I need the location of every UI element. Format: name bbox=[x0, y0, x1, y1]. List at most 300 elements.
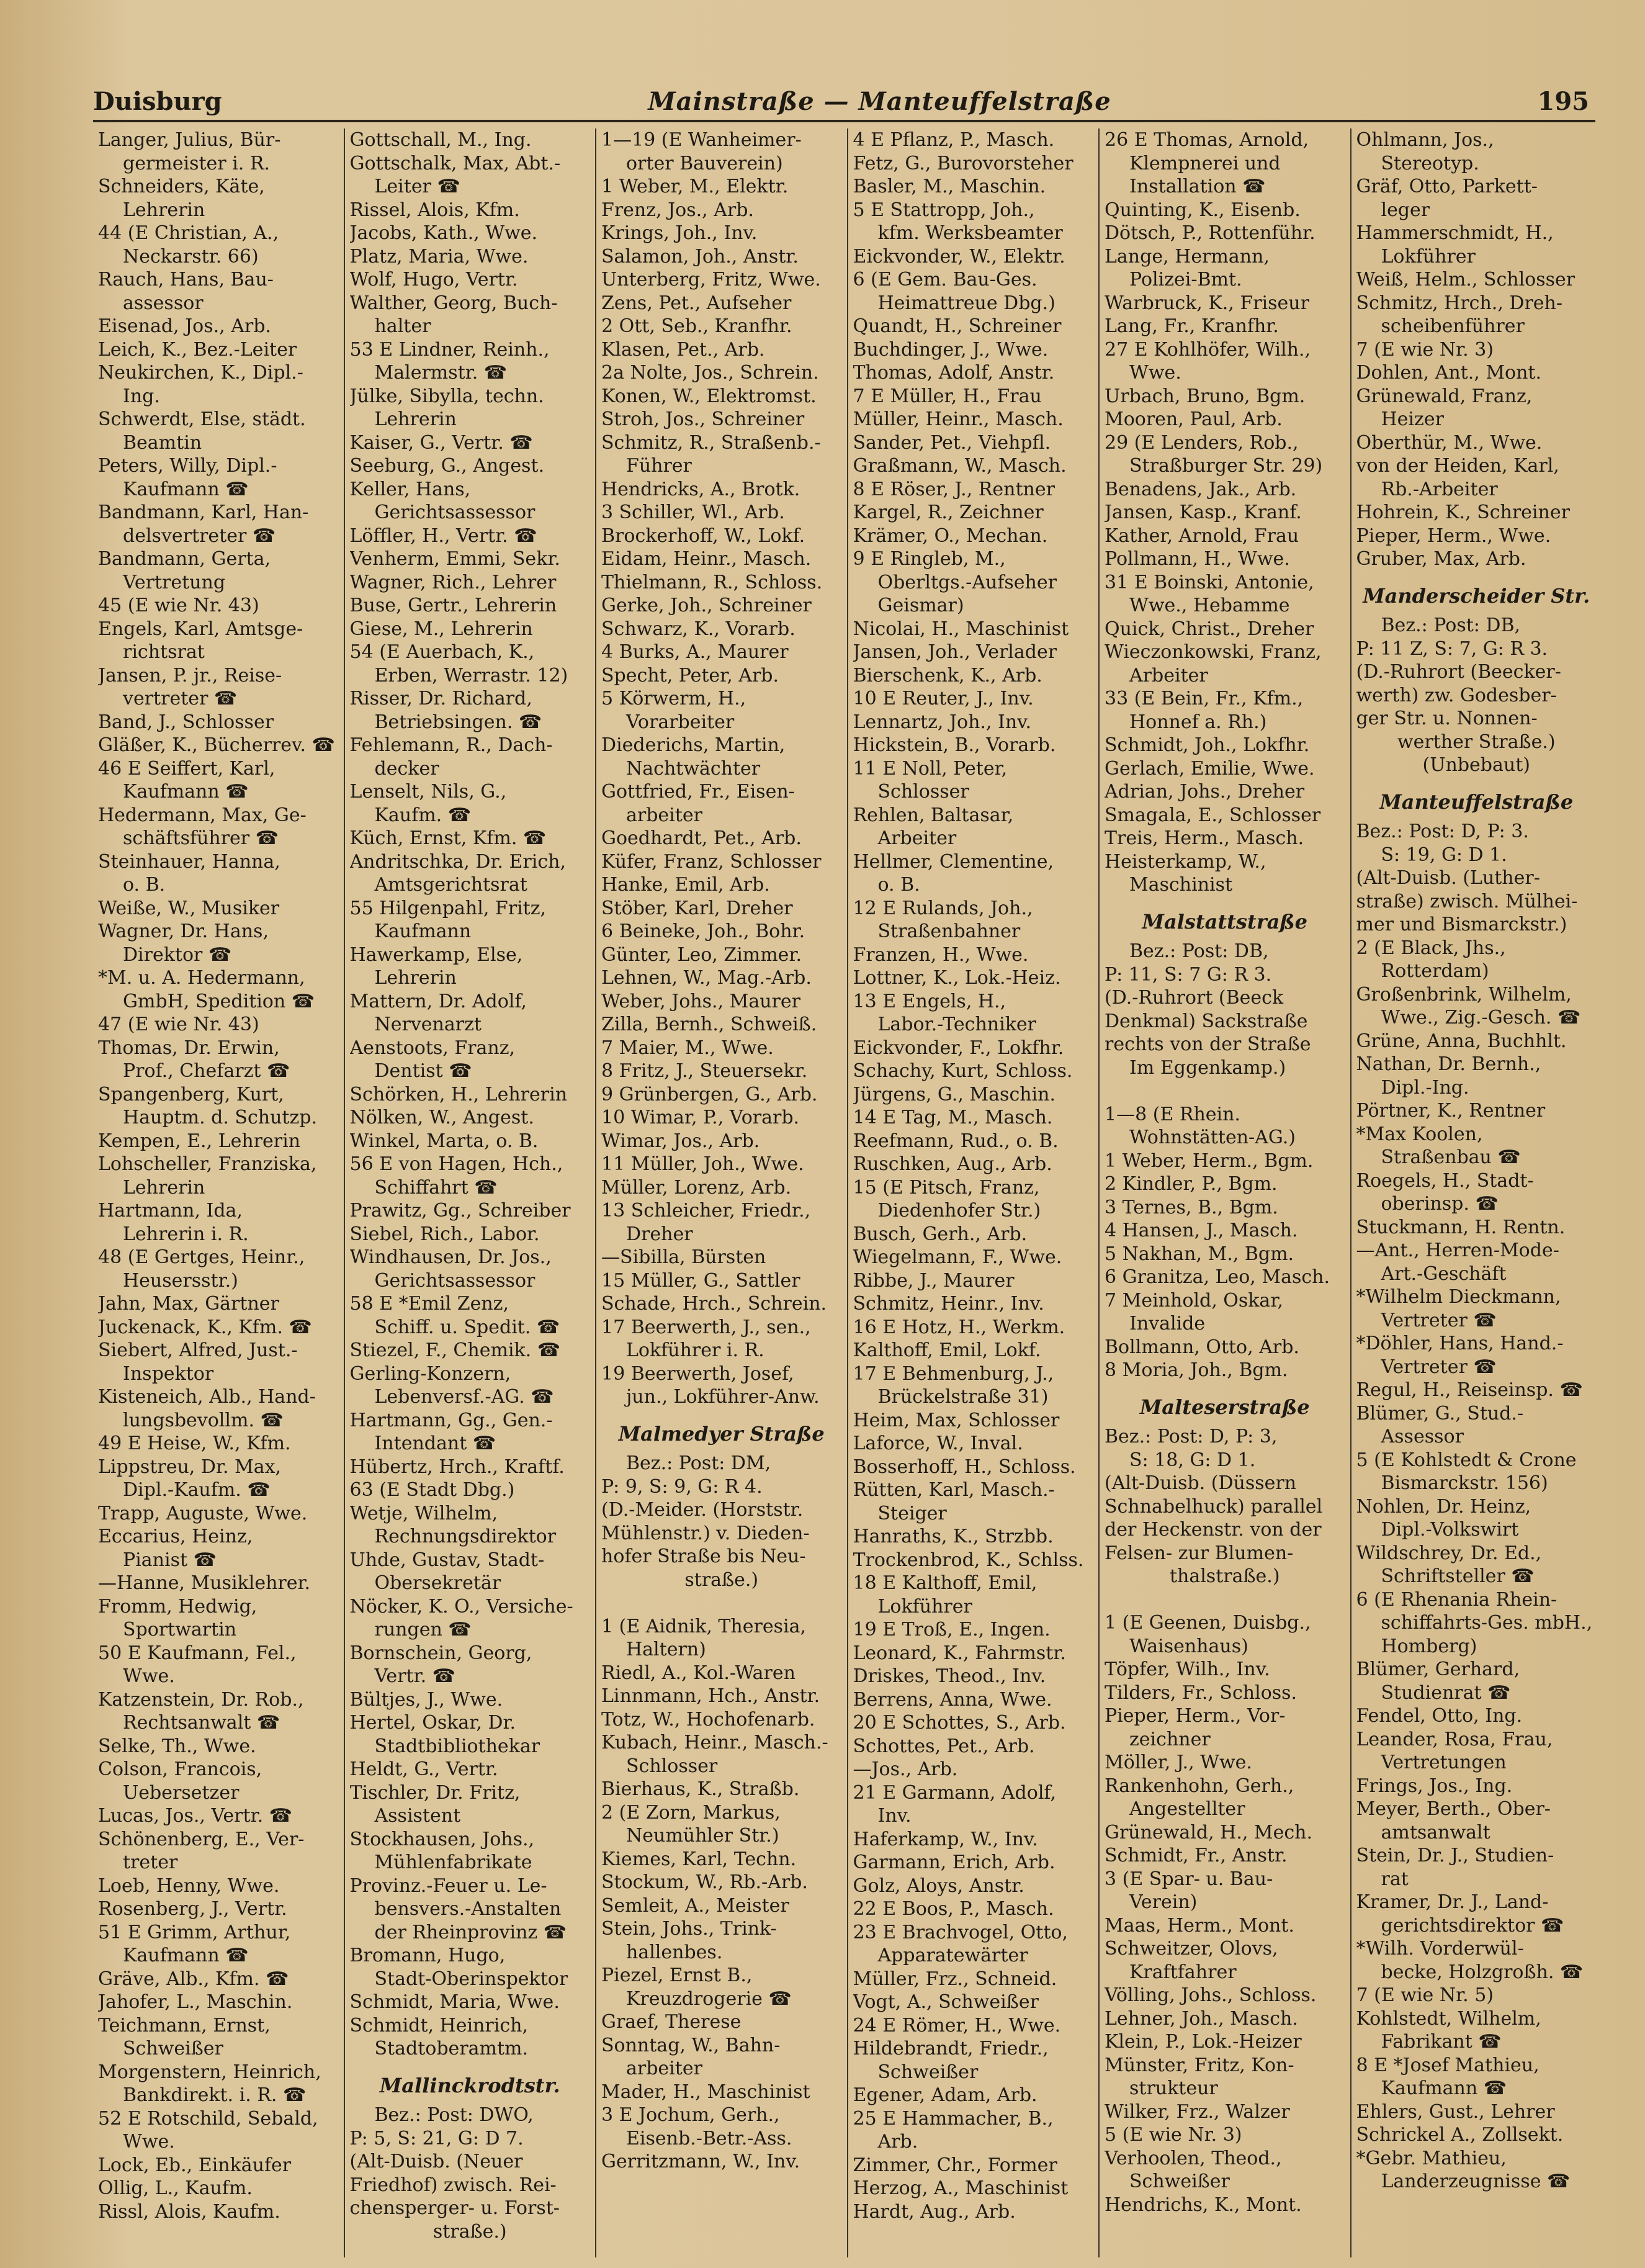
directory-line: Klasen, Pet., Arb. bbox=[601, 338, 765, 361]
directory-line: 14 E Tag, M., Masch. bbox=[853, 1107, 1053, 1128]
directory-line: Kaufmann ☎ bbox=[1381, 2077, 1507, 2099]
directory-line: Dipl.-Volkswirt bbox=[1381, 1519, 1519, 1541]
directory-line: Wetje, Wilhelm, bbox=[349, 1502, 498, 1524]
directory-line: Schlosser bbox=[877, 781, 969, 803]
directory-line: 4 Burks, A., Maurer bbox=[601, 641, 789, 663]
directory-line: Müller, Frz., Schneid. bbox=[853, 1968, 1057, 1990]
directory-line: —Hanne, Musiklehrer. bbox=[98, 1572, 311, 1594]
directory-line: Rosenberg, J., Vertr. bbox=[98, 1898, 287, 1920]
directory-line: Angestellter bbox=[1129, 1798, 1245, 1820]
directory-line: Vertreter ☎ bbox=[1381, 1356, 1497, 1378]
directory-line: kfm. Werksbeamter bbox=[877, 222, 1063, 244]
directory-line: 3 Schiller, Wl., Arb. bbox=[601, 502, 785, 523]
directory-line: Walther, Georg, Buch- bbox=[349, 292, 558, 314]
directory-line: scheibenführer bbox=[1381, 315, 1525, 337]
directory-line: Intendant ☎ bbox=[374, 1433, 496, 1454]
directory-line: Neumühler Str.) bbox=[626, 1825, 779, 1847]
directory-line: Lang, Fr., Kranfhr. bbox=[1105, 315, 1279, 337]
directory-line: Stockum, W., Rb.-Arb. bbox=[601, 1871, 808, 1893]
directory-line: GmbH, Spedition ☎ bbox=[123, 990, 315, 1012]
directory-line: Ing. bbox=[123, 385, 160, 407]
directory-line: Regul, H., Reiseinsp. ☎ bbox=[1356, 1379, 1583, 1401]
directory-line: 10 Wimar, P., Vorarb. bbox=[601, 1107, 800, 1128]
directory-line: Mader, H., Maschinist bbox=[601, 2081, 810, 2103]
directory-line: Schlosser bbox=[626, 1755, 718, 1777]
directory-line: Siebert, Alfred, Just.- bbox=[98, 1339, 298, 1361]
directory-line: leger bbox=[1381, 199, 1430, 221]
directory-line: Wagner, Dr. Hans, bbox=[98, 920, 269, 942]
directory-line: Gerlach, Emilie, Wwe. bbox=[1105, 757, 1315, 780]
page-header bbox=[93, 87, 1595, 122]
directory-line: P: 11 Z, S: 7, G: R 3. bbox=[1356, 637, 1548, 660]
directory-line: Sander, Pet., Viehpfl. bbox=[853, 431, 1051, 454]
directory-line: Salamon, Joh., Anstr. bbox=[601, 245, 799, 268]
directory-line: mer und Bismarckstr.) bbox=[1356, 914, 1567, 935]
directory-line: Kaufmann ☎ bbox=[123, 1945, 249, 1966]
directory-line: Wildschrey, Dr. Ed., bbox=[1356, 1542, 1542, 1564]
directory-line: Bromann, Hugo, bbox=[349, 1945, 506, 1966]
directory-line: Bollmann, Otto, Arb. bbox=[1105, 1336, 1299, 1358]
directory-line: Bornschein, Georg, bbox=[349, 1642, 532, 1664]
directory-line: Waisenhaus) bbox=[1129, 1635, 1248, 1657]
directory-line: Vogt, A., Schweißer bbox=[853, 1991, 1039, 2013]
directory-line: Gottfried, Fr., Eisen- bbox=[601, 781, 795, 803]
directory-line: 5 (E Kohlstedt & Crone bbox=[1356, 1449, 1577, 1471]
directory-line: —Sibilla, Bürsten bbox=[601, 1246, 766, 1268]
directory-line: 11 Müller, Joh., Wwe. bbox=[601, 1153, 804, 1175]
directory-line: 1—19 (E Wanheimer- bbox=[601, 129, 802, 151]
directory-line: Zens, Pet., Aufseher bbox=[601, 292, 792, 314]
directory-line: 3 E Jochum, Gerh., bbox=[601, 2104, 780, 2126]
directory-line: Bandmann, Gerta, bbox=[98, 548, 271, 570]
directory-line: —Ant., Herren-Mode- bbox=[1356, 1240, 1559, 1261]
directory-line: Rauch, Hans, Bau- bbox=[98, 269, 274, 290]
directory-line: Schweißer bbox=[877, 2061, 979, 2083]
directory-line: Bez.: Post: DWO, bbox=[374, 2104, 534, 2126]
directory-line: Lohscheller, Franziska, bbox=[98, 1153, 317, 1175]
directory-line: Labor.-Techniker bbox=[877, 1014, 1036, 1035]
directory-line: Lehnen, W., Mag.-Arb. bbox=[601, 967, 812, 989]
directory-line: Lennartz, Joh., Inv. bbox=[853, 711, 1032, 733]
directory-line: Rankenhohn, Gerh., bbox=[1105, 1775, 1294, 1797]
directory-line: (D.-Meider. (Horststr. bbox=[601, 1499, 804, 1521]
directory-line: Basler, M., Maschin. bbox=[853, 176, 1046, 197]
directory-line: *Wilhelm Dieckmann, bbox=[1356, 1286, 1561, 1308]
directory-line: Rütten, Karl, Masch.- bbox=[853, 1479, 1055, 1501]
directory-line: 9 E Ringleb, M., bbox=[853, 548, 1006, 570]
directory-line: Kiemes, Karl, Techn. bbox=[601, 1848, 797, 1870]
directory-columns bbox=[93, 128, 1602, 2257]
directory-line: oberinsp. ☎ bbox=[1381, 1193, 1499, 1215]
directory-line: (D.-Ruhrort (Beeck bbox=[1105, 987, 1284, 1009]
directory-line: Günter, Leo, Zimmer. bbox=[601, 943, 802, 966]
directory-line: Gottschalk, Max, Abt.- bbox=[349, 152, 561, 174]
directory-line: rat bbox=[1381, 1868, 1409, 1890]
column-6 bbox=[1351, 128, 1602, 2257]
directory-line: Heim, Max, Schlosser bbox=[853, 1409, 1060, 1431]
directory-line: —Jos., Arb. bbox=[853, 1758, 958, 1780]
directory-line: Amtsgerichtsrat bbox=[374, 874, 527, 896]
directory-line: Hauptm. d. Schutzp. bbox=[123, 1107, 318, 1128]
street-heading: Mallinckrodtstr. bbox=[379, 2073, 560, 2097]
street-note: werther Straße.) bbox=[1397, 731, 1556, 753]
directory-line: Schachy, Kurt, Schloss. bbox=[853, 1060, 1073, 1082]
directory-line: Kramer, Dr. J., Land- bbox=[1356, 1891, 1549, 1913]
header-city: Duisburg bbox=[93, 87, 222, 116]
directory-line: Quinting, K., Eisenb. bbox=[1105, 199, 1301, 221]
directory-line: Malermstr. ☎ bbox=[374, 362, 508, 384]
directory-line: Thomas, Adolf, Anstr. bbox=[853, 362, 1055, 384]
directory-line: Hendricks, A., Brotk. bbox=[601, 478, 800, 500]
directory-line: Gräve, Alb., Kfm. ☎ bbox=[98, 1968, 289, 1990]
directory-line: Schweißer bbox=[1129, 2171, 1230, 2192]
directory-line: Driskes, Theod., Inv. bbox=[853, 1665, 1046, 1687]
directory-line: Brückelstraße 31) bbox=[877, 1386, 1049, 1408]
directory-line: Unterberg, Fritz, Wwe. bbox=[601, 269, 821, 290]
directory-line: Schmidt, Maria, Wwe. bbox=[349, 1991, 560, 2013]
directory-line: Kaufmann ☎ bbox=[123, 478, 249, 500]
directory-line: Lehrerin bbox=[374, 967, 457, 989]
directory-line: Dreher bbox=[626, 1223, 693, 1245]
directory-line: 17 Beerwerth, J., sen., bbox=[601, 1316, 811, 1338]
directory-line: 1 (E Aidnik, Theresia, bbox=[601, 1615, 806, 1637]
directory-line: S: 19, G: D 1. bbox=[1381, 844, 1507, 866]
directory-line: Colson, Francois, bbox=[98, 1758, 262, 1780]
directory-line: Schneiders, Käte, bbox=[98, 176, 265, 197]
directory-line: 51 E Grimm, Arthur, bbox=[98, 1921, 291, 1943]
directory-line: 56 E von Hagen, Hch., bbox=[349, 1153, 563, 1175]
directory-line: Hendrichs, K., Mont. bbox=[1105, 2194, 1302, 2216]
street-heading: Malmedyer Straße bbox=[618, 1421, 825, 1446]
directory-line: Gerichtsassessor bbox=[374, 502, 536, 523]
directory-line: Jansen, Kasp., Kranf. bbox=[1105, 502, 1302, 523]
directory-line: Eickvonder, F., Lokfhr. bbox=[853, 1037, 1064, 1059]
directory-line: Stuckmann, H. Rentn. bbox=[1356, 1216, 1566, 1238]
directory-line: Jülke, Sibylla, techn. bbox=[349, 385, 544, 407]
directory-line: Gerritzmann, W., Inv. bbox=[601, 2151, 800, 2172]
directory-line: Hanraths, K., Strzbb. bbox=[853, 1526, 1054, 1547]
directory-line: Prawitz, Gg., Schreiber bbox=[349, 1200, 571, 1222]
directory-line: 19 E Troß, E., Ingen. bbox=[853, 1619, 1051, 1640]
directory-line: hallenbes. bbox=[626, 1941, 723, 1963]
column-1 bbox=[93, 128, 345, 2257]
directory-line: delsvertreter ☎ bbox=[123, 524, 276, 547]
directory-line: Assistent bbox=[374, 1805, 461, 1827]
directory-line: 48 (E Gertges, Heinr., bbox=[98, 1246, 305, 1268]
directory-line: *M. u. A. Hedermann, bbox=[98, 967, 305, 989]
directory-line: P: 9, S: 9, G: R 4. bbox=[601, 1475, 763, 1498]
directory-line: Schönenberg, E., Ver- bbox=[98, 1828, 305, 1850]
directory-line: Invalide bbox=[1129, 1313, 1206, 1334]
directory-line: lungsbevollm. ☎ bbox=[123, 1409, 284, 1431]
directory-line: Keller, Hans, bbox=[349, 478, 471, 500]
directory-line: Venherm, Emmi, Sekr. bbox=[349, 548, 560, 570]
directory-line: Dipl.-Ing. bbox=[1381, 1076, 1469, 1099]
directory-line: Krämer, O., Mechan. bbox=[853, 524, 1048, 547]
directory-line: 13 E Engels, H., bbox=[853, 990, 1006, 1012]
directory-line: *Gebr. Mathieu, bbox=[1356, 2147, 1507, 2169]
directory-line: Lenselt, Nils, G., bbox=[349, 781, 507, 803]
directory-line: Leander, Rosa, Frau, bbox=[1356, 1728, 1553, 1750]
directory-line: der Heckenstr. von der bbox=[1105, 1519, 1322, 1541]
directory-line: Riedl, A., Kol.-Waren bbox=[601, 1662, 796, 1684]
directory-line: Konen, W., Elektromst. bbox=[601, 385, 817, 407]
directory-line: Stadt-Oberinspektor bbox=[374, 1968, 568, 1990]
directory-line: Vertreter ☎ bbox=[1381, 1309, 1497, 1331]
directory-line: Windhausen, Dr. Jos., bbox=[349, 1246, 552, 1268]
directory-line: Grünewald, H., Mech. bbox=[1105, 1821, 1313, 1843]
directory-line: Meyer, Berth., Ober- bbox=[1356, 1798, 1551, 1820]
directory-line: Bez.: Post: DB, bbox=[1381, 614, 1521, 636]
directory-line: Völling, Johs., Schloss. bbox=[1105, 1984, 1317, 2006]
directory-line: Roegels, H., Stadt- bbox=[1356, 1169, 1534, 1192]
directory-line: Homberg) bbox=[1381, 1635, 1477, 1657]
directory-line: Hickstein, B., Vorarb. bbox=[853, 734, 1056, 756]
directory-line: Bez.: Post: DB, bbox=[1129, 940, 1269, 962]
directory-line: Wiegelmann, F., Wwe. bbox=[853, 1246, 1062, 1268]
directory-line: Buchdinger, J., Wwe. bbox=[853, 338, 1049, 361]
directory-line: 4 Hansen, J., Masch. bbox=[1105, 1220, 1298, 1241]
directory-line: Betriebsingen. ☎ bbox=[374, 711, 542, 733]
directory-line: Frenz, Jos., Arb. bbox=[601, 199, 754, 221]
directory-line: Denkmal) Sackstraße bbox=[1105, 1010, 1308, 1032]
directory-line: Uhde, Gustav, Stadt- bbox=[349, 1549, 545, 1571]
directory-line: Mühlenstr.) v. Dieden- bbox=[601, 1522, 810, 1544]
directory-line: Leich, K., Bez.-Leiter bbox=[98, 338, 297, 361]
directory-line: 5 Körwerm, H., bbox=[601, 688, 746, 709]
directory-line: jun., Lokführer-Anw. bbox=[626, 1386, 820, 1408]
directory-line: Heusersstr.) bbox=[123, 1269, 238, 1292]
directory-line: Band, J., Schlosser bbox=[98, 711, 274, 733]
directory-line: Stein, Dr. J., Studien- bbox=[1356, 1845, 1554, 1866]
directory-line: Lebenversf.-AG. ☎ bbox=[374, 1386, 554, 1408]
directory-line: Sonntag, W., Bahn- bbox=[601, 2034, 781, 2056]
directory-line: Morgenstern, Heinrich, bbox=[98, 2061, 321, 2083]
directory-line: Lock, Eb., Einkäufer bbox=[98, 2154, 292, 2176]
directory-line: Beamtin bbox=[123, 431, 202, 454]
directory-line: Hartmann, Ida, bbox=[98, 1200, 243, 1222]
directory-line: *Döhler, Hans, Hand.- bbox=[1356, 1333, 1564, 1354]
directory-line: Maas, Herm., Mont. bbox=[1105, 1914, 1294, 1937]
directory-line: Schörken, H., Lehrerin bbox=[349, 1083, 568, 1105]
directory-line: 1 (E Geenen, Duisbg., bbox=[1105, 1612, 1311, 1634]
directory-line: Wwe. bbox=[123, 2131, 175, 2153]
directory-line: Langer, Julius, Bür- bbox=[98, 129, 281, 151]
street-heading: Manderscheider Str. bbox=[1363, 583, 1590, 608]
directory-line: orter Bauverein) bbox=[626, 152, 783, 174]
directory-line: Benadens, Jak., Arb. bbox=[1105, 478, 1297, 500]
directory-line: Lange, Hermann, bbox=[1105, 245, 1270, 268]
directory-line: Herzog, A., Maschinist bbox=[853, 2177, 1069, 2199]
directory-line: Laforce, W., Inval. bbox=[853, 1433, 1023, 1454]
directory-line: o. B. bbox=[123, 874, 166, 896]
directory-line: Rissl, Alois, Kaufm. bbox=[98, 2200, 280, 2223]
directory-line: Engels, Karl, Amtsge- bbox=[98, 618, 303, 640]
directory-line: 26 E Thomas, Arnold, bbox=[1105, 129, 1309, 151]
directory-line: Vertretungen bbox=[1381, 1752, 1507, 1773]
directory-line: Lehrerin i. R. bbox=[123, 1223, 249, 1245]
directory-line: Egener, Adam, Arb. bbox=[853, 2084, 1038, 2106]
directory-line: Stein, Johs., Trink- bbox=[601, 1918, 777, 1940]
directory-line: Vertretung bbox=[123, 571, 226, 593]
directory-line: Schade, Hrch., Schrein. bbox=[601, 1293, 827, 1315]
directory-line: Blümer, G., Stud.- bbox=[1356, 1402, 1524, 1424]
directory-line: 2 (E Black, Jhs., bbox=[1356, 937, 1506, 959]
directory-line: 21 E Garmann, Adolf, bbox=[853, 1781, 1056, 1804]
directory-line: Eccarius, Heinz, bbox=[98, 1526, 253, 1547]
directory-line: Rotterdam) bbox=[1381, 960, 1489, 982]
directory-line: Neckarstr. 66) bbox=[123, 245, 259, 268]
directory-line: Brockerhoff, W., Lokf. bbox=[601, 524, 805, 547]
directory-line: Wilker, Frz., Walzer bbox=[1105, 2100, 1290, 2123]
directory-line: Andritschka, Dr. Erich, bbox=[349, 850, 567, 873]
directory-line: richtsrat bbox=[123, 641, 205, 663]
directory-line: (Alt-Duisb. (Luther- bbox=[1356, 867, 1540, 889]
directory-line: 6 Beineke, Joh., Bohr. bbox=[601, 920, 805, 942]
directory-line: Verhoolen, Theod., bbox=[1105, 2147, 1282, 2169]
directory-line: Warbruck, K., Friseur bbox=[1105, 292, 1309, 314]
directory-line: Wwe. bbox=[1129, 362, 1181, 384]
directory-line: *Wilh. Vorderwül- bbox=[1356, 1938, 1524, 1960]
directory-line: germeister i. R. bbox=[123, 152, 270, 174]
directory-line: Kaufm. ☎ bbox=[374, 804, 472, 826]
directory-line: Lottner, K., Lok.-Heiz. bbox=[853, 967, 1061, 989]
directory-line: Juckenack, K., Kfm. ☎ bbox=[98, 1316, 312, 1338]
directory-line: Honnef a. Rh.) bbox=[1129, 711, 1267, 733]
directory-line: Weiß, Helm., Schlosser bbox=[1356, 269, 1576, 290]
directory-line: Hammerschmidt, H., bbox=[1356, 222, 1554, 244]
directory-line: 5 (E wie Nr. 3) bbox=[1105, 2124, 1242, 2146]
directory-line: Hübertz, Hrch., Kraftf. bbox=[349, 1456, 565, 1478]
directory-line: Uebersetzer bbox=[123, 1781, 240, 1804]
column-5 bbox=[1100, 128, 1351, 2257]
directory-line: Inv. bbox=[877, 1805, 912, 1827]
directory-line: Tilders, Fr., Schloss. bbox=[1105, 1681, 1298, 1704]
directory-line: Bismarckstr. 156) bbox=[1381, 1472, 1548, 1494]
directory-line: Friedhof) zwisch. Rei- bbox=[349, 2174, 557, 2196]
directory-line: Risser, Dr. Richard, bbox=[349, 688, 532, 709]
directory-line: 31 E Boinski, Antonie, bbox=[1105, 571, 1314, 593]
directory-line: 22 E Boos, P., Masch. bbox=[853, 1898, 1054, 1920]
directory-line: Blümer, Gerhard, bbox=[1356, 1658, 1520, 1680]
directory-line: Peters, Willy, Dipl.- bbox=[98, 455, 277, 477]
directory-line: Diederichs, Martin, bbox=[601, 734, 786, 756]
directory-line: 6 Granitza, Leo, Masch. bbox=[1105, 1266, 1330, 1288]
directory-line: Lehrerin bbox=[374, 408, 457, 430]
directory-line: Schmidt, Joh., Lokfhr. bbox=[1105, 734, 1310, 756]
directory-line: Assessor bbox=[1381, 1426, 1464, 1447]
directory-line: 1—8 (E Rhein. bbox=[1105, 1103, 1240, 1125]
directory-line: Studienrat ☎ bbox=[1381, 1681, 1511, 1704]
directory-line: 5 Nakhan, M., Bgm. bbox=[1105, 1243, 1294, 1265]
directory-line: 4 E Pflanz, P., Masch. bbox=[853, 129, 1055, 151]
directory-line: Arb. bbox=[877, 2131, 918, 2153]
directory-line: becke, Holzgroßh. ☎ bbox=[1381, 1961, 1584, 1983]
directory-line: Kreuzdrogerie ☎ bbox=[626, 1987, 792, 2010]
directory-line: Bez.: Post: D, P: 3, bbox=[1105, 1426, 1278, 1447]
directory-line: Selke, Th., Wwe. bbox=[98, 1735, 256, 1757]
directory-line: Trapp, Auguste, Wwe. bbox=[98, 1502, 308, 1524]
directory-line: Lehrerin bbox=[123, 199, 205, 221]
directory-line: 3 (E Spar- u. Bau- bbox=[1105, 1868, 1273, 1890]
directory-line bbox=[1105, 1588, 1345, 1612]
directory-line: Gruber, Max, Arb. bbox=[1356, 548, 1526, 570]
directory-line: Nöcker, K. O., Versiche- bbox=[349, 1595, 573, 1618]
directory-line: Trockenbrod, K., Schlss. bbox=[853, 1549, 1084, 1571]
directory-line: 1 Weber, Herm., Bgm. bbox=[1105, 1150, 1314, 1172]
directory-line: Teichmann, Ernst, bbox=[98, 2014, 271, 2036]
directory-line: Piezel, Ernst B., bbox=[601, 1964, 753, 1986]
directory-line: Oberltgs.-Aufseher bbox=[877, 571, 1057, 593]
directory-line: 47 (E wie Nr. 43) bbox=[98, 1014, 259, 1035]
directory-line: Sportwartin bbox=[123, 1619, 237, 1640]
directory-line: Jahn, Max, Gärtner bbox=[98, 1293, 279, 1315]
header-street-range: Mainstraße — Manteuffelstraße bbox=[648, 87, 1111, 116]
directory-line: Thomas, Dr. Erwin, bbox=[98, 1037, 280, 1059]
directory-line: Straßburger Str. 29) bbox=[1129, 455, 1323, 477]
directory-line: 8 E *Josef Mathieu, bbox=[1356, 2054, 1540, 2076]
directory-line: 6 (E Rhenania Rhein- bbox=[1356, 1588, 1558, 1611]
directory-line bbox=[1105, 1079, 1345, 1103]
directory-line: Schnabelhuck) parallel bbox=[1105, 1495, 1323, 1518]
directory-line: 25 E Hammacher, B., bbox=[853, 2107, 1054, 2130]
directory-line: 8 E Röser, J., Rentner bbox=[853, 478, 1055, 500]
directory-line: Arbeiter bbox=[877, 827, 957, 849]
directory-line: 13 Schleicher, Friedr., bbox=[601, 1200, 811, 1222]
directory-line: Busch, Gerh., Arb. bbox=[853, 1223, 1028, 1245]
directory-line: Bültjes, J., Wwe. bbox=[349, 1688, 503, 1711]
directory-line: Weiße, W., Musiker bbox=[98, 897, 280, 919]
directory-line: rungen ☎ bbox=[374, 1619, 472, 1640]
directory-line: Quandt, H., Schreiner bbox=[853, 315, 1062, 337]
directory-line: Kisteneich, Alb., Hand- bbox=[98, 1386, 316, 1408]
directory-line: arbeiter bbox=[626, 804, 702, 826]
directory-line: Erben, Werrastr. 12) bbox=[374, 664, 568, 686]
directory-line: Maschinist bbox=[1129, 874, 1233, 896]
directory-line: Schmitz, Heinr., Inv. bbox=[853, 1293, 1044, 1315]
directory-line: Geismar) bbox=[877, 595, 964, 616]
directory-line: Kempen, E., Lehrerin bbox=[98, 1130, 301, 1152]
directory-line: Steinhauer, Hanna, bbox=[98, 850, 280, 873]
directory-line: Nervenarzt bbox=[374, 1014, 482, 1035]
directory-line: Provinz.-Feuer u. Le- bbox=[349, 1874, 547, 1897]
directory-line: Eickvonder, W., Elektr. bbox=[853, 245, 1065, 268]
directory-line: 9 Grünbergen, G., Arb. bbox=[601, 1083, 818, 1105]
directory-line: 10 E Reuter, J., Inv. bbox=[853, 688, 1034, 709]
directory-line: Kaufmann ☎ bbox=[123, 781, 249, 803]
directory-line: Spangenberg, Kurt, bbox=[98, 1083, 284, 1105]
directory-line: Lucas, Jos., Vertr. ☎ bbox=[98, 1805, 293, 1827]
directory-line: Jansen, Joh., Verlader bbox=[853, 641, 1057, 663]
directory-line: halter bbox=[374, 315, 431, 337]
directory-line: Schmidt, Heinrich, bbox=[349, 2014, 528, 2036]
directory-line: Schiff. u. Spedit. ☎ bbox=[374, 1316, 560, 1338]
directory-line: Führer bbox=[626, 455, 692, 477]
directory-line: 29 (E Lenders, Rob., bbox=[1105, 431, 1299, 454]
directory-line: Neukirchen, K., Dipl.- bbox=[98, 362, 303, 384]
directory-line: 27 E Kohlhöfer, Wilh., bbox=[1105, 338, 1311, 361]
directory-line: 23 E Brachvogel, Otto, bbox=[853, 1921, 1068, 1943]
directory-line: Berrens, Anna, Wwe. bbox=[853, 1688, 1052, 1711]
directory-line: chensperger- u. Forst- bbox=[349, 2197, 560, 2219]
directory-line: Grünewald, Franz, bbox=[1356, 385, 1533, 407]
directory-line: 15 Müller, G., Sattler bbox=[601, 1269, 800, 1292]
directory-line: Lokführer bbox=[877, 1595, 972, 1618]
directory-line: Hellmer, Clementine, bbox=[853, 850, 1054, 873]
directory-line: Ribbe, J., Maurer bbox=[853, 1269, 1015, 1292]
directory-line: 55 Hilgenpahl, Fritz, bbox=[349, 897, 547, 919]
directory-line: Hohrein, K., Schreiner bbox=[1356, 502, 1570, 523]
